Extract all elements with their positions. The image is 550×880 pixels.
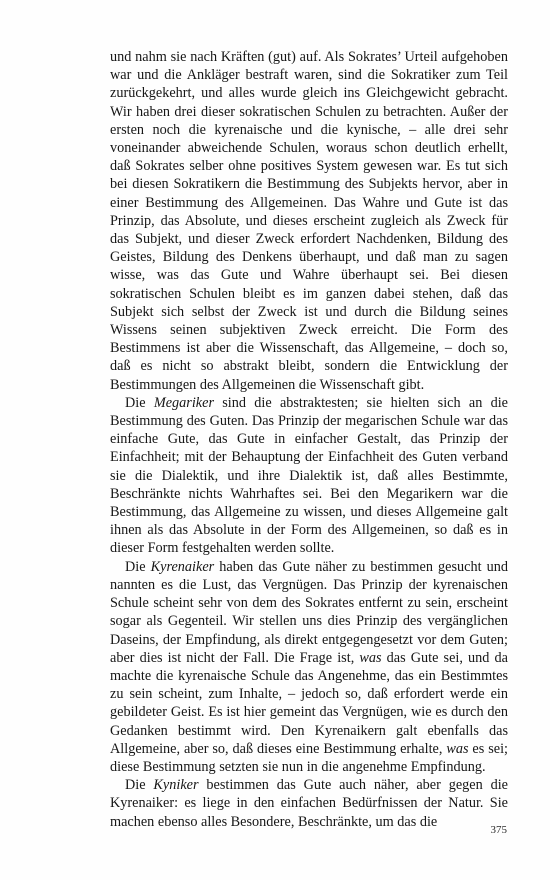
text-run: Die <box>125 777 154 794</box>
emphasized-term: was <box>446 740 469 757</box>
text-run: das Gute sei, und da machte die kyrenaische Schule das Angenehme, das ein Bestimmtes zu sein scheint, zum Inhalte, – jedoch so, daß erfordert werde ein gebildeter Geist. Es ist hier gemeint das Vergnügen, wie es durch den Gedanken bestimmt wird. Den Kyrenaikern galt ebenfalls das Allgemeine, aber so, daß dieses eine Bestimmung erhalte, <box>110 649 508 757</box>
text-run: sind die abstraktesten; sie hielten sich an die Bestimmung des Guten. Das Prinzip der megarischen Schule war das einfache Gute, das Gute in einfacher Gestalt, das Prinzip der Einfachheit; mit der Behauptung der Einfachheit des Guten verband sie die Dialektik, und ihre Dialektik ist, daß alles Bestimmte, Beschränkte nichts Wahrhaftes sei. Bei den Megarikern war die Bestimmung, das Allgemeine zu wissen, und dieses Allgemeine galt ihnen als das Absolute in der Form des Allgemeinen, so daß es in dieser Form festgehalten werden sollte. <box>110 394 508 557</box>
emphasized-term: Kyniker <box>153 777 199 794</box>
paragraph <box>110 776 508 831</box>
text-run: haben das Gute näher zu bestimmen gesucht und nannten es die Lust, das Vergnügen. Das Prinzip der kyrenaischen Schule scheint sehr von dem des Sokrates entfernt zu sein, erscheint sogar als Gegenteil. Wir stellen uns dies Prinzip des vergänglichen Daseins, der Empfindung, als direkt entgegengesetzt vor dem Guten; aber dies ist nicht der Fall. Die Frage ist, <box>110 558 508 666</box>
paragraph <box>110 394 508 558</box>
emphasized-term: Megariker <box>153 394 214 411</box>
text-run: bestimmen das Gute auch näher, aber gegen die Kyrenaiker: es liege in den einfachen Bedürfnissen der Natur. Sie machen ebenso alles Besondere, Beschränkte, um das die <box>110 777 508 830</box>
text-run: es sei; diese Bestimmung setzten sie nun in die angenehme Empfindung. <box>110 740 508 775</box>
emphasized-term: Kyrenaiker <box>150 558 215 575</box>
text-run: Die <box>125 558 151 575</box>
paragraph <box>110 558 508 776</box>
paragraph <box>110 48 508 394</box>
page-number: 375 <box>490 824 507 836</box>
body-text <box>110 48 508 831</box>
emphasized-term: was <box>359 649 382 666</box>
text-run: und nahm sie nach Kräften (gut) auf. Als Sokrates’ Urteil aufgehoben war und die Ankläger bestraft waren, sind die Sokratiker zum Teil zurückgekehrt, und alles wurde gleich ins Gleichgewicht gebracht. Wir haben drei dieser sokratischen Schulen zu betrachten. Außer der ersten noch die kyrenaische und die kynische, – alle drei sehr voneinander abweichende Schulen, woraus schon deutlich erhellt, daß Sokrates selber ohne positives System gewesen war. Es tut sich bei diesen Sokratikern die Bestimmung des Subjekts hervor, aber in einer Bestimmung des Allgemeinen. Das Wahre und Gute ist das Prinzip, das Absolute, und dieses erscheint zugleich als Zweck für das Subjekt, und dieser Zweck erfordert Nachdenken, Bildung des Geistes, Bildung des Denkens überhaupt, und daß man zu sagen wisse, was das Gute und Wahre überhaupt sei. Bei diesen sokratischen Schulen bleibt es im ganzen dabei stehen, daß das Subjekt sich selbst der Zweck ist und durch die Bildung seines Wissens seinen subjektiven Zweck erreicht. Die Form des Bestimmens ist aber die Wissenschaft, das Allgemeine, – doch so, daß es nicht so abstrakt bleibt, sondern die Entwicklung der Bestimmungen des Allgemeinen die Wissenschaft gibt. <box>110 49 508 393</box>
text-run: Die <box>125 394 154 411</box>
